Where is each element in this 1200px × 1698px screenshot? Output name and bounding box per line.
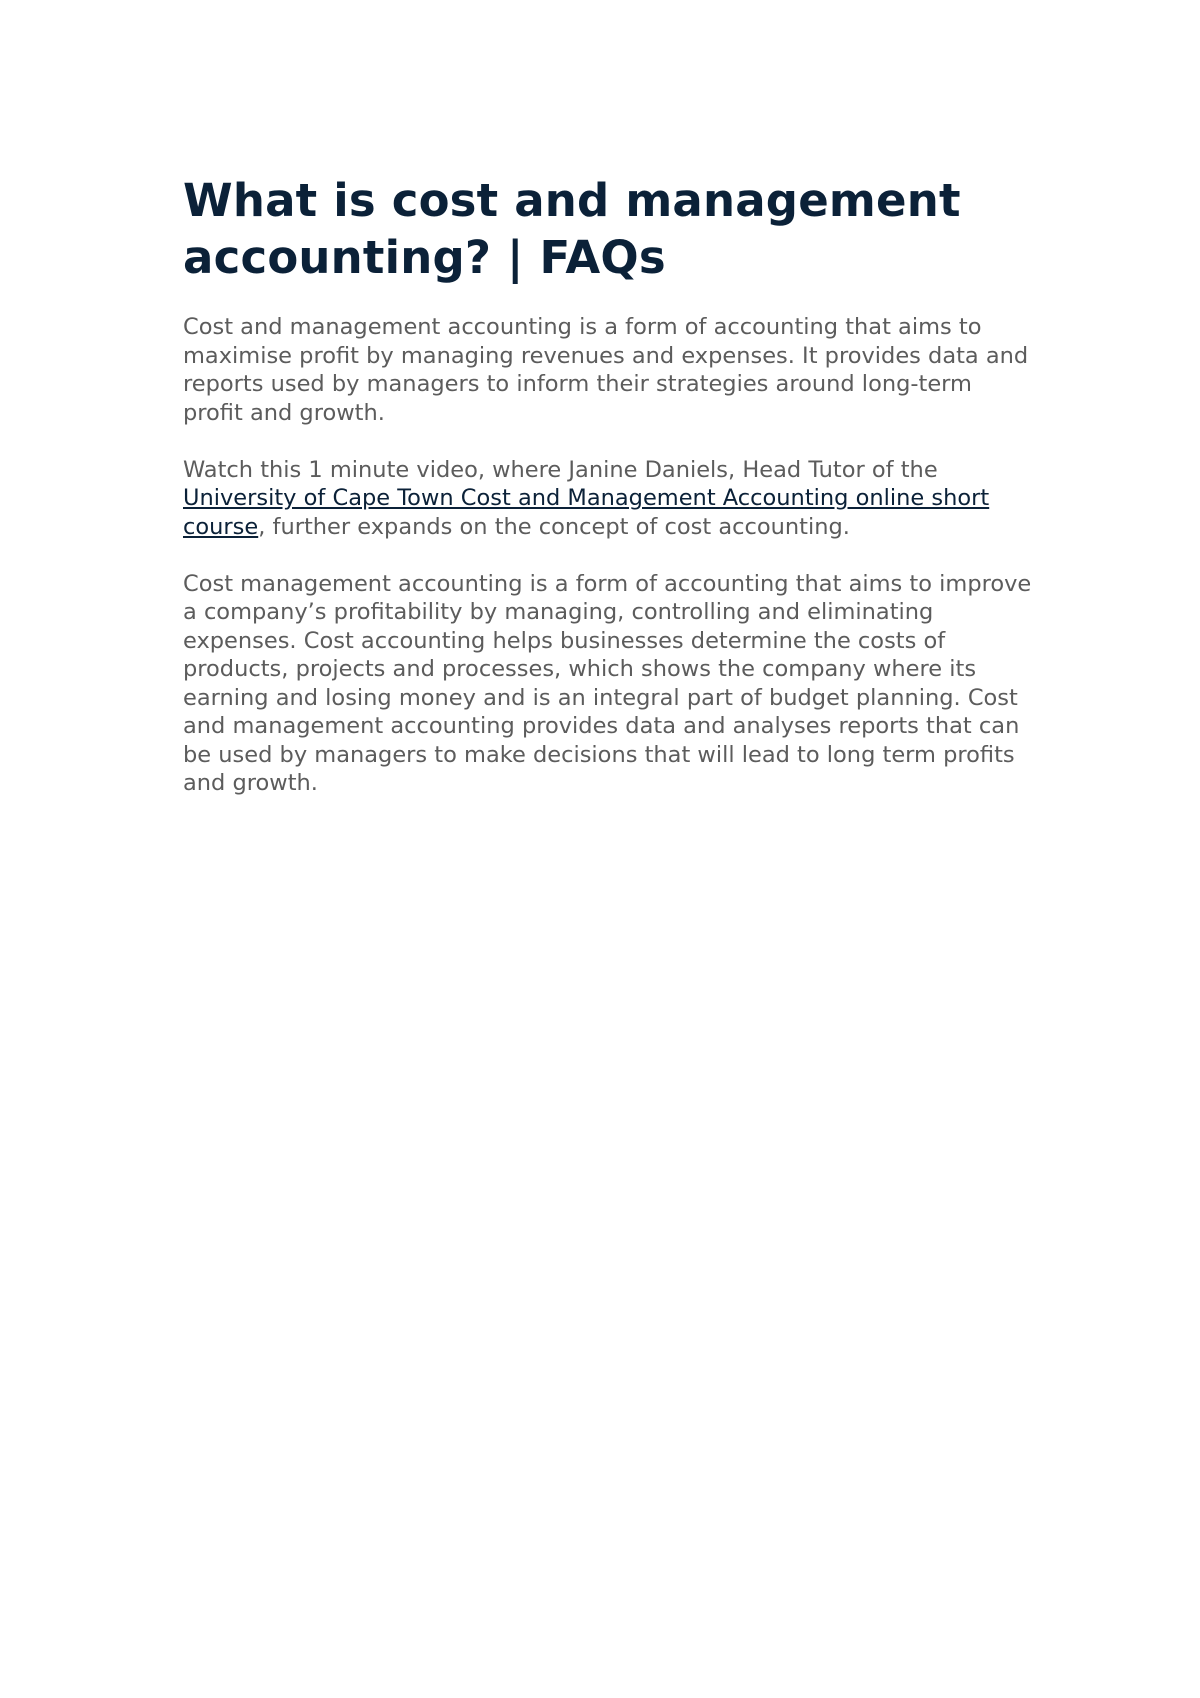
video-paragraph-text-after: , further expands on the concept of cost accounting. xyxy=(258,513,850,540)
video-paragraph-text-before: Watch this 1 minute video, where Janine Daniels, Head Tutor of the xyxy=(183,456,938,483)
video-paragraph xyxy=(183,456,1033,542)
intro-paragraph: Cost and management accounting is a form of accounting that aims to maximise profit by managing revenues and expenses. It provides data and reports used by managers to inform their strategies around long-term profit and growth. xyxy=(183,314,1029,426)
definition-paragraph: Cost management accounting is a form of accounting that aims to improve a company’s profitability by managing, controlling and eliminating expenses. Cost accounting helps businesses determine the costs of products, projects and processes, which shows the company where its earning and losing money and is an integral part of budget planning. Cost and management accounting provides data and analyses reports that can be used by managers to make decisions that will lead to long term profits and growth. xyxy=(183,570,1032,796)
page-title: What is cost and management accounting? | FAQs xyxy=(183,174,961,284)
document-body xyxy=(183,172,1033,798)
course-link[interactable]: University of Cape Town Cost and Management Accounting online short course xyxy=(183,485,990,540)
